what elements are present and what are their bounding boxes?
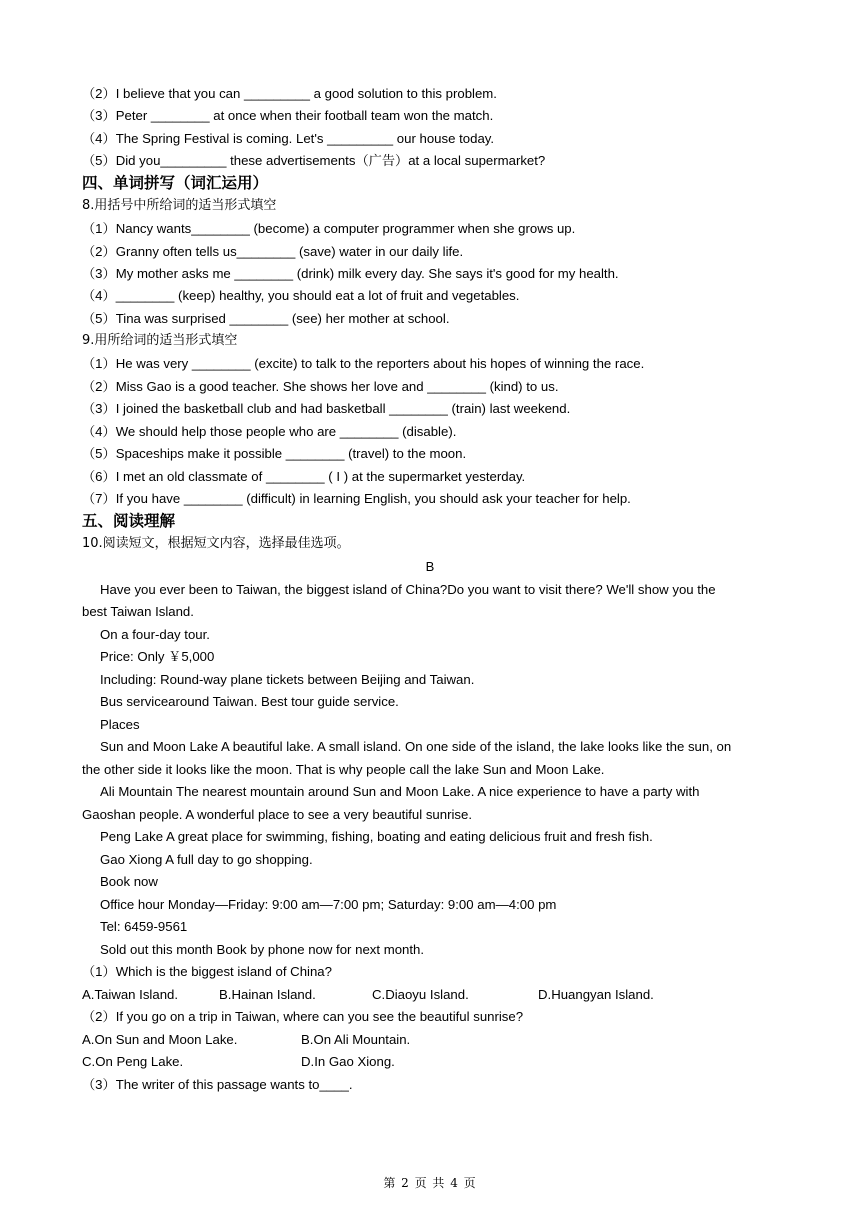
passage-gaoxiong: Gao Xiong A full day to go shopping. [100, 852, 313, 867]
q1-option-c: C.Diaoyu Island. [372, 987, 469, 1002]
section-4-heading: 四、单词拼写（词汇运用） [82, 174, 269, 192]
q9-item-6: （6）I met an old classmate of ________ ( I ) at the supermarket yesterday. [82, 469, 526, 484]
fill-item-4: （4）The Spring Festival is coming. Let's _________ our house today. [82, 131, 495, 146]
q8-prompt: 8.用括号中所给词的适当形式填空 [82, 198, 277, 213]
question-2: （2）If you go on a trip in Taiwan, where can you see the beautiful sunrise? [82, 1009, 524, 1024]
passage-para-1-cont: best Taiwan Island. [82, 604, 194, 619]
page-number: 第 2 页 共 4 页 [383, 1176, 477, 1190]
q8-item-3: （3）My mother asks me ________ (drink) milk every day. She says it's good for my health. [82, 266, 619, 281]
q9-item-7: （7）If you have ________ (difficult) in learning English, you should ask your teacher for help. [82, 491, 631, 506]
passage-sunmoon-cont: the other side it looks like the moon. That is why people call the lake Sun and Moon Lake. [82, 762, 605, 777]
q2-option-c: C.On Peng Lake. [82, 1054, 184, 1069]
q2-option-a: A.On Sun and Moon Lake. [82, 1032, 238, 1047]
q8-item-1: （1）Nancy wants________ (become) a computer programmer when she grows up. [82, 221, 576, 236]
q2-option-d: D.In Gao Xiong. [301, 1054, 395, 1069]
passage-including: Including: Round-way plane tickets between Beijing and Taiwan. [100, 672, 475, 687]
question-1: （1）Which is the biggest island of China? [82, 964, 332, 979]
section-5-heading: 五、阅读理解 [82, 512, 176, 530]
q1-option-d: D.Huangyan Island. [538, 987, 654, 1002]
fill-item-2: （2）I believe that you can _________ a good solution to this problem. [82, 86, 497, 101]
question-3: （3）The writer of this passage wants to____. [82, 1077, 353, 1092]
q9-item-4: （4）We should help those people who are ________ (disable). [82, 424, 457, 439]
passage-office: Office hour Monday—Friday: 9:00 am—7:00 pm; Saturday: 9:00 am—4:00 pm [100, 897, 557, 912]
passage-book: Book now [100, 874, 158, 889]
passage-sunmoon: Sun and Moon Lake A beautiful lake. A small island. On one side of the island, the lake looks like the sun, on [100, 739, 732, 754]
q8-item-2: （2）Granny often tells us________ (save) water in our daily life. [82, 244, 464, 259]
passage-ali: Ali Mountain The nearest mountain around Sun and Moon Lake. A nice experience to have a party with [100, 784, 700, 799]
q8-item-4: （4）________ (keep) healthy, you should eat a lot of fruit and vegetables. [82, 288, 520, 303]
passage-tel: Tel: 6459-9561 [100, 919, 188, 934]
q1-option-a: A.Taiwan Island. [82, 987, 179, 1002]
passage-label: B [425, 559, 435, 574]
fill-item-3: （3）Peter ________ at once when their football team won the match. [82, 108, 494, 123]
passage-sold: Sold out this month Book by phone now for next month. [100, 942, 425, 957]
passage-price: Price: Only ￥5,000 [100, 649, 215, 664]
q9-item-2: （2）Miss Gao is a good teacher. She shows her love and ________ (kind) to us. [82, 379, 559, 394]
q10-prompt: 10.阅读短文，根据短文内容，选择最佳选项。 [82, 536, 350, 551]
q9-item-3: （3）I joined the basketball club and had basketball ________ (train) last weekend. [82, 401, 571, 416]
q9-item-5: （5）Spaceships make it possible ________ (travel) to the moon. [82, 446, 467, 461]
fill-item-5: （5）Did you_________ these advertisements（广告）at a local supermarket? [82, 153, 546, 168]
q9-item-1: （1）He was very ________ (excite) to talk to the reporters about his hopes of winning the race. [82, 356, 645, 371]
q2-option-b: B.On Ali Mountain. [301, 1032, 411, 1047]
passage-peng: Peng Lake A great place for swimming, fishing, boating and eating delicious fruit and fresh fish. [100, 829, 653, 844]
passage-ali-cont: Gaoshan people. A wonderful place to see a very beautiful sunrise. [82, 807, 473, 822]
passage-bus: Bus servicearound Taiwan. Best tour guide service. [100, 694, 399, 709]
passage-places: Places [100, 717, 140, 732]
q8-item-5: （5）Tina was surprised ________ (see) her mother at school. [82, 311, 450, 326]
q9-prompt: 9.用所给词的适当形式填空 [82, 333, 238, 348]
q1-option-b: B.Hainan Island. [219, 987, 316, 1002]
passage-para-1: Have you ever been to Taiwan, the biggest island of China?Do you want to visit there? We'll show you the [100, 582, 716, 597]
passage-tour: On a four-day tour. [100, 627, 210, 642]
